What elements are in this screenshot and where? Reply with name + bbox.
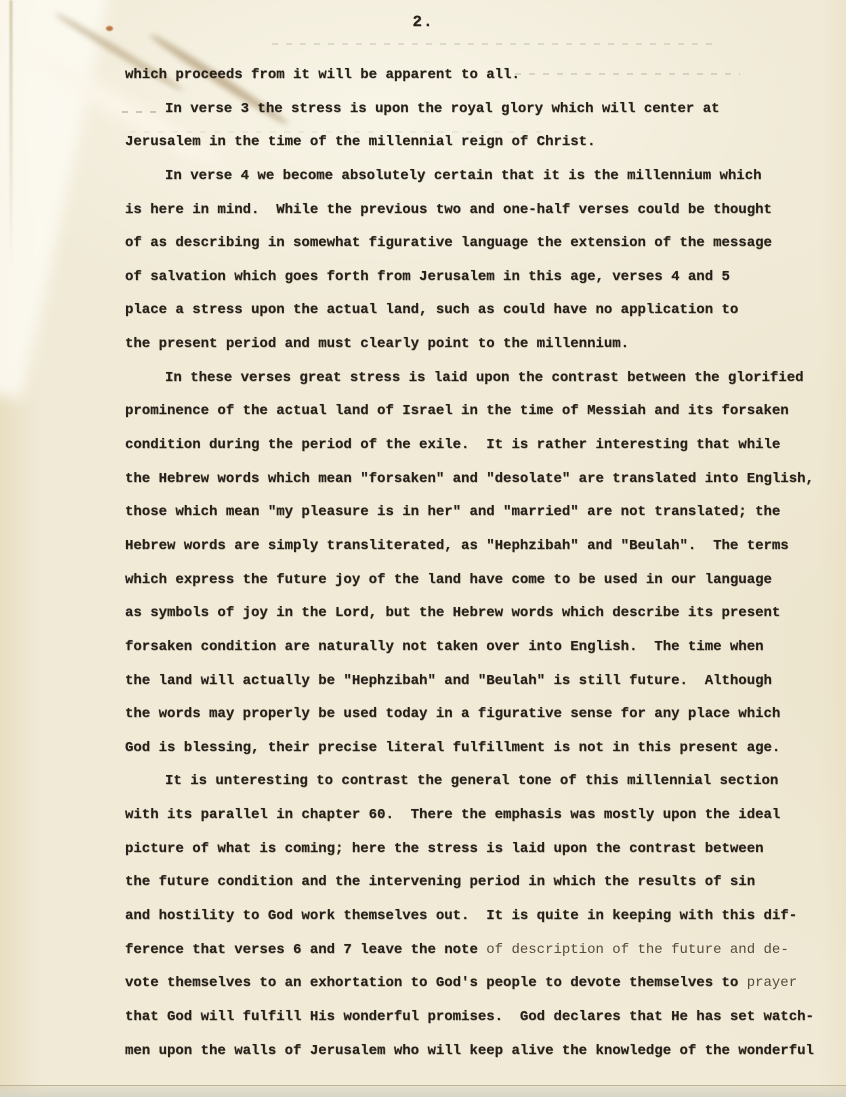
text-segment: Jerusalem in the time of the millennial reign of Christ. [125,134,596,151]
text-line [125,866,837,900]
text-segment: the present period and must clearly point to the millennium. [125,336,630,353]
text-segment: of salvation which goes forth from Jerusalem in this age, verses 4 and 5 [125,268,730,285]
text-line [125,900,837,934]
text-segment: Hebrew words are simply transliterated, as "Hephzibah" and "Beulah". The terms [125,537,789,554]
text-segment: the words may properly be used today in a figurative sense for any place which [125,706,781,723]
text-line [125,698,837,732]
text-segment: men upon the walls of Jerusalem who will keep alive the knowledge of the wonderful [125,1042,814,1059]
text-line [125,1035,837,1069]
text-line [125,59,837,93]
text-segment: In verse 4 we become absolutely certain that it is the millennium which [165,167,762,184]
text-line [125,463,837,497]
text-segment: that God will fulfill His wonderful promises. God declares that He has set watch- [125,1008,814,1025]
text-segment: vote themselves to an exhortation to God's people to devote themselves to [125,975,747,992]
scan-artifact-line [272,43,712,45]
text-segment: as symbols of joy in the Lord, but the Hebrew words which describe its present [125,605,781,622]
text-line [125,967,837,1001]
text-line [125,799,837,833]
text-line [125,530,837,564]
text-line [125,93,837,127]
text-segment: those which mean "my pleasure is in her" and "married" are not translated; the [125,504,781,521]
text-segment: of description of the future and de- [486,941,789,958]
text-line [125,395,837,429]
text-segment: condition during the period of the exile. It is rather interesting that while [125,437,781,454]
text-segment: and hostility to God work themselves out. It is quite in keeping with this dif- [125,908,798,925]
text-line [125,765,837,799]
text-segment: In verse 3 the stress is upon the royal glory which will center at [165,100,720,117]
text-line [125,160,837,194]
text-line [125,429,837,463]
text-line [125,631,837,665]
text-line [125,833,837,867]
text-segment: which proceeds from it will be apparent to all. [125,67,520,83]
text-block [125,59,837,1068]
text-line [125,496,837,530]
text-line [125,564,837,598]
text-segment: ference that verses 6 and 7 leave the note [125,941,487,958]
text-line [125,934,837,968]
text-segment: prayer [746,975,798,992]
text-line [125,194,837,228]
text-line [125,362,837,396]
text-segment: God is blessing, their precise literal fulfillment is not in this present age. [125,739,781,756]
text-line [125,227,837,261]
text-segment: the future condition and the intervening period in which the results of sin [125,874,756,891]
paper-bottom-edge [0,1085,846,1097]
text-segment: place a stress upon the actual land, such as could have no application to [125,302,739,319]
text-line [125,1001,837,1035]
crease-mark [10,0,12,270]
text-segment: is here in mind. While the previous two and one-half verses could be thought [125,201,772,218]
text-segment: prominence of the actual land of Israel in the time of Messiah and its forsaken [125,403,789,420]
text-segment: the Hebrew words which mean "forsaken" and "desolate" are translated into English, [125,470,814,487]
text-segment: It is unteresting to contrast the general tone of this millennial section [165,773,779,790]
text-line [125,597,837,631]
text-line [125,328,837,362]
text-segment: of as describing in somewhat figurative language the extension of the message [125,235,772,252]
text-line [125,126,837,160]
text-segment: picture of what is coming; here the stress is laid upon the contrast between [125,840,764,857]
text-line [125,294,837,328]
paper-fold-highlight [0,0,114,400]
text-segment: In these verses great stress is laid upon the contrast between the glorified [165,369,804,386]
text-segment: forsaken condition are naturally not taken over into English. The time when [125,638,764,655]
text-segment: the land will actually be "Hephzibah" and "Beulah" is still future. Although [125,672,772,689]
text-line [125,665,837,699]
text-segment: with its parallel in chapter 60. There the emphasis was mostly upon the ideal [125,807,781,824]
page-number: 2. [412,13,434,31]
text-line [125,261,837,295]
text-segment: which express the future joy of the land have come to be used in our language [125,571,772,588]
text-line [125,732,837,766]
